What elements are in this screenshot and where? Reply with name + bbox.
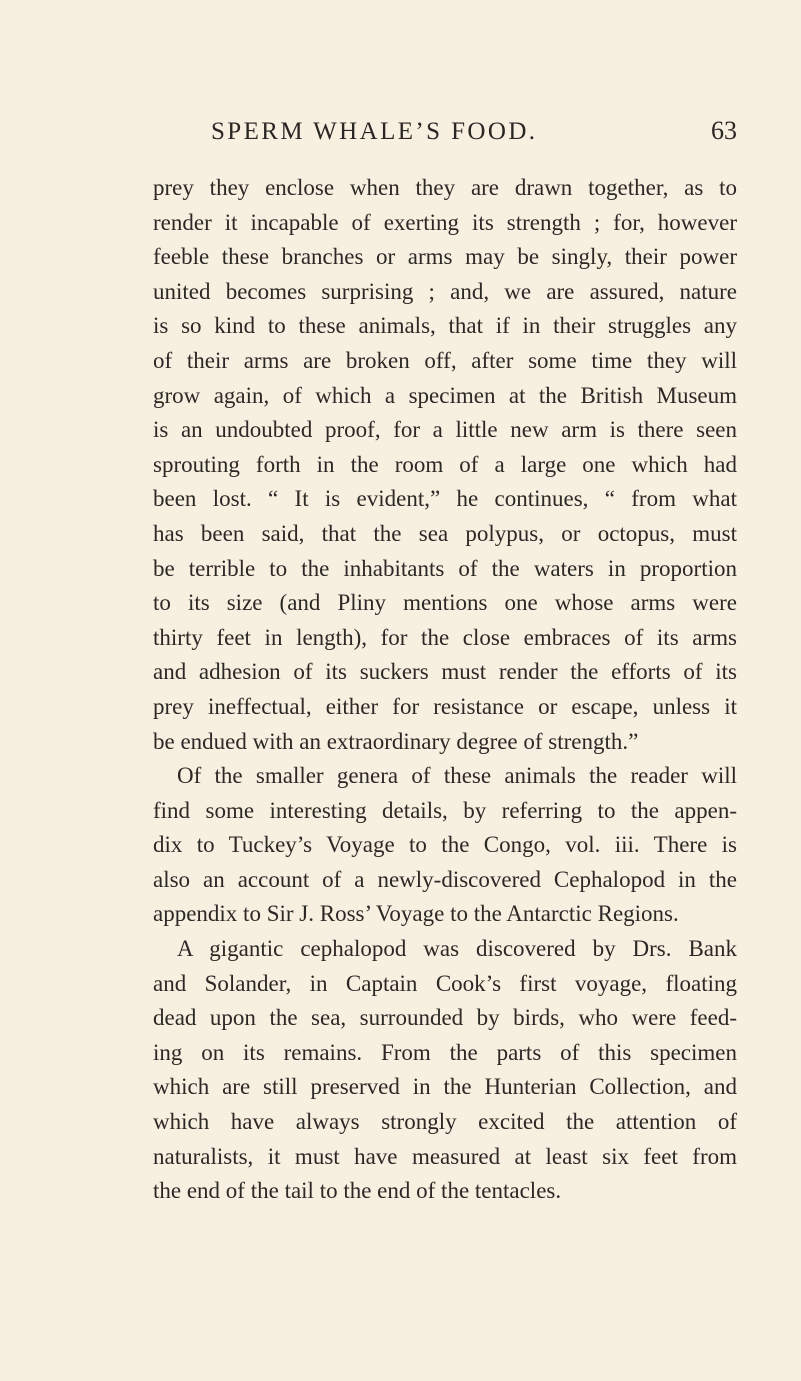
text-line: appendix to Sir J. Ross’ Voyage to the Antarctic Regions. xyxy=(153,901,679,927)
text-line: be endued with an extraordinary degree of strength.” xyxy=(153,728,639,754)
text-line: and adhesion of its suckers must render the efforts of its xyxy=(153,659,737,685)
text-line: grow again, of which a specimen at the British Museum xyxy=(153,382,737,408)
text-line: which have always strongly excited the attention of xyxy=(153,1109,737,1135)
text-line: of their arms are broken off, after some time they will xyxy=(153,347,737,373)
text-line: has been said, that the sea polypus, or octopus, must xyxy=(153,520,737,546)
running-head xyxy=(153,118,737,158)
text-line: united becomes surprising ; and, we are assured, nature xyxy=(153,278,737,304)
text-line: also an account of a newly-discovered Cephalopod in the xyxy=(153,866,737,892)
text-line: Of the smaller genera of these animals the reader will xyxy=(177,763,737,789)
text-line: is an undoubted proof, for a little new arm is there seen xyxy=(153,417,737,443)
text-line: dix to Tuckey’s Voyage to the Congo, vol. iii. There is xyxy=(153,832,737,858)
text-line: prey they enclose when they are drawn together, as to xyxy=(153,175,737,200)
text-line: ing on its remains. From the parts of this specimen xyxy=(153,1039,737,1065)
text-line: render it incapable of exerting its strength ; for, however xyxy=(153,209,737,235)
text-line: find some interesting details, by referring to the appen- xyxy=(153,797,737,823)
text-line: feeble these branches or arms may be singly, their power xyxy=(153,244,737,270)
text-line: and Solander, in Captain Cook’s first voyage, floating xyxy=(153,970,737,996)
text-line: dead upon the sea, surrounded by birds, who were feed- xyxy=(153,1005,737,1031)
text-line: which are still preserved in the Hunterian Collection, and xyxy=(153,1074,737,1100)
text-line: A gigantic cephalopod was discovered by Drs. Bank xyxy=(177,936,737,962)
text-line: prey ineffectual, either for resistance or escape, unless it xyxy=(153,693,737,719)
text-line: the end of the tail to the end of the tentacles. xyxy=(153,1178,562,1204)
text-line: sprouting forth in the room of a large one which had xyxy=(153,451,737,477)
body-text xyxy=(153,171,737,1209)
page-number: 63 xyxy=(711,116,737,145)
text-line: naturalists, it must have measured at least six feet from xyxy=(153,1143,737,1169)
text-line: to its size (and Pliny mentions one whose arms were xyxy=(153,590,737,616)
text-line: is so kind to these animals, that if in their struggles any xyxy=(153,313,737,339)
running-title: SPERM WHALE’S FOOD. xyxy=(211,118,538,145)
text-line: thirty feet in length), for the close embraces of its arms xyxy=(153,624,737,650)
text-line: be terrible to the inhabitants of the waters in proportion xyxy=(153,555,737,581)
text-line: been lost. “ It is evident,” he continues, “ from what xyxy=(153,486,737,512)
